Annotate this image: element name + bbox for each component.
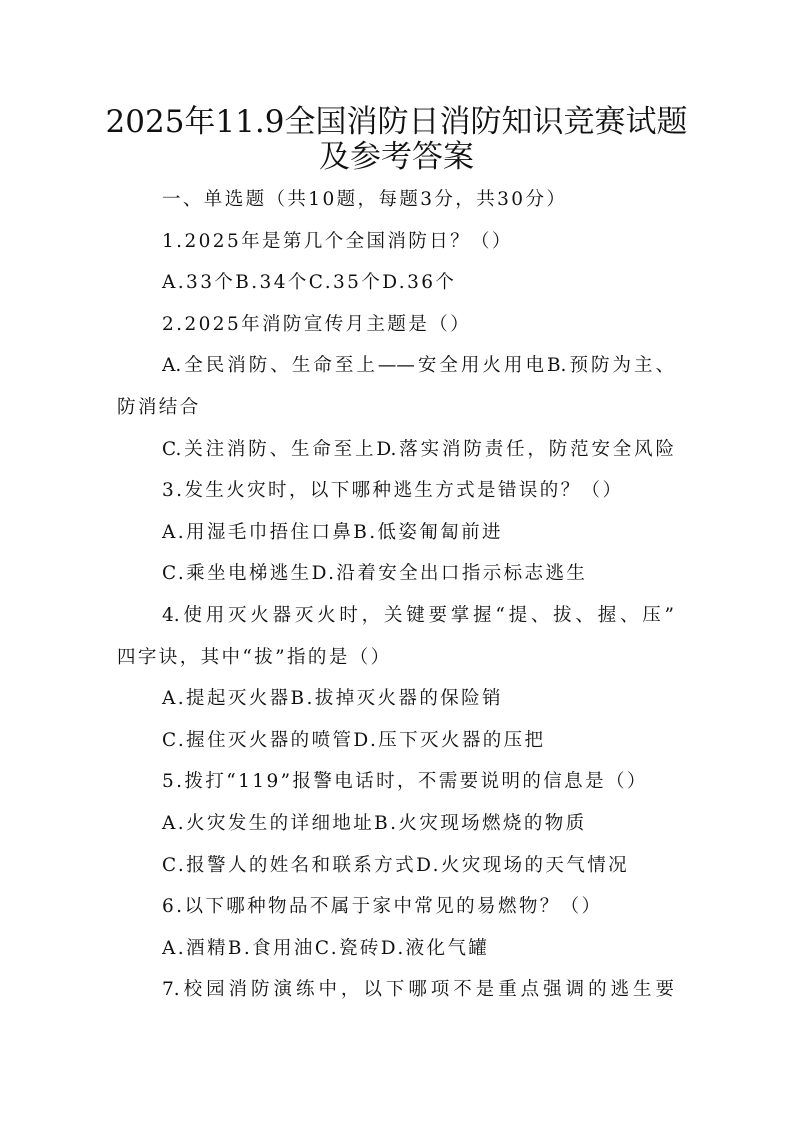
text-line: 4.使用灭火器灭火时，关键要掌握“提、拔、握、压” <box>162 604 674 626</box>
text-line: 防消结合 <box>117 396 201 418</box>
text-line: C.关注消防、生命至上D.落实消防责任，防范安全风险 <box>162 438 674 460</box>
text-line: 四字诀，其中“拔”指的是（） <box>117 646 392 668</box>
text-line: A.全民消防、生命至上——安全用火用电B.预防为主、 <box>162 355 674 377</box>
text-line: 一、单选题（共10题，每题3分，共30分） <box>162 189 568 210</box>
text-line: A.提起灭火器B.拔掉灭火器的保险销 <box>162 688 503 710</box>
text-line: 7.校园消防演练中，以下哪项不是重点强调的逃生要 <box>162 979 674 1001</box>
document-title-line-2: 及参考答案 <box>319 139 474 175</box>
document-body <box>117 179 674 1011</box>
text-line: 3.发生火灾时，以下哪种逃生方式是错误的？（） <box>162 480 624 502</box>
text-line: 2.2025年消防宣传月主题是（） <box>162 313 472 335</box>
text-line: C.乘坐电梯逃生D.沿着安全出口指示标志逃生 <box>162 563 588 585</box>
text-line: C.握住灭火器的喷管D.压下灭火器的压把 <box>162 729 546 751</box>
text-line: 1.2025年是第几个全国消防日？（） <box>162 230 513 252</box>
document-title-line-1: 2025年11.9全国消防日消防知识竞赛试题 <box>105 104 688 140</box>
text-line: A.33个B.34个C.35个D.36个 <box>162 272 457 294</box>
text-line: A.火灾发生的详细地址B.火灾现场燃烧的物质 <box>162 812 587 834</box>
text-line: 6.以下哪种物品不属于家中常见的易燃物？（） <box>162 896 603 918</box>
text-line: 5.拨打“119”报警电话时，不需要说明的信息是（） <box>162 771 648 793</box>
text-line: C.报警人的姓名和联系方式D.火灾现场的天气情况 <box>162 854 630 876</box>
text-line: A.酒精B.食用油C.瓷砖D.液化气罐 <box>162 937 490 959</box>
text-line: A.用湿毛巾捂住口鼻B.低姿匍匐前进 <box>162 521 503 543</box>
